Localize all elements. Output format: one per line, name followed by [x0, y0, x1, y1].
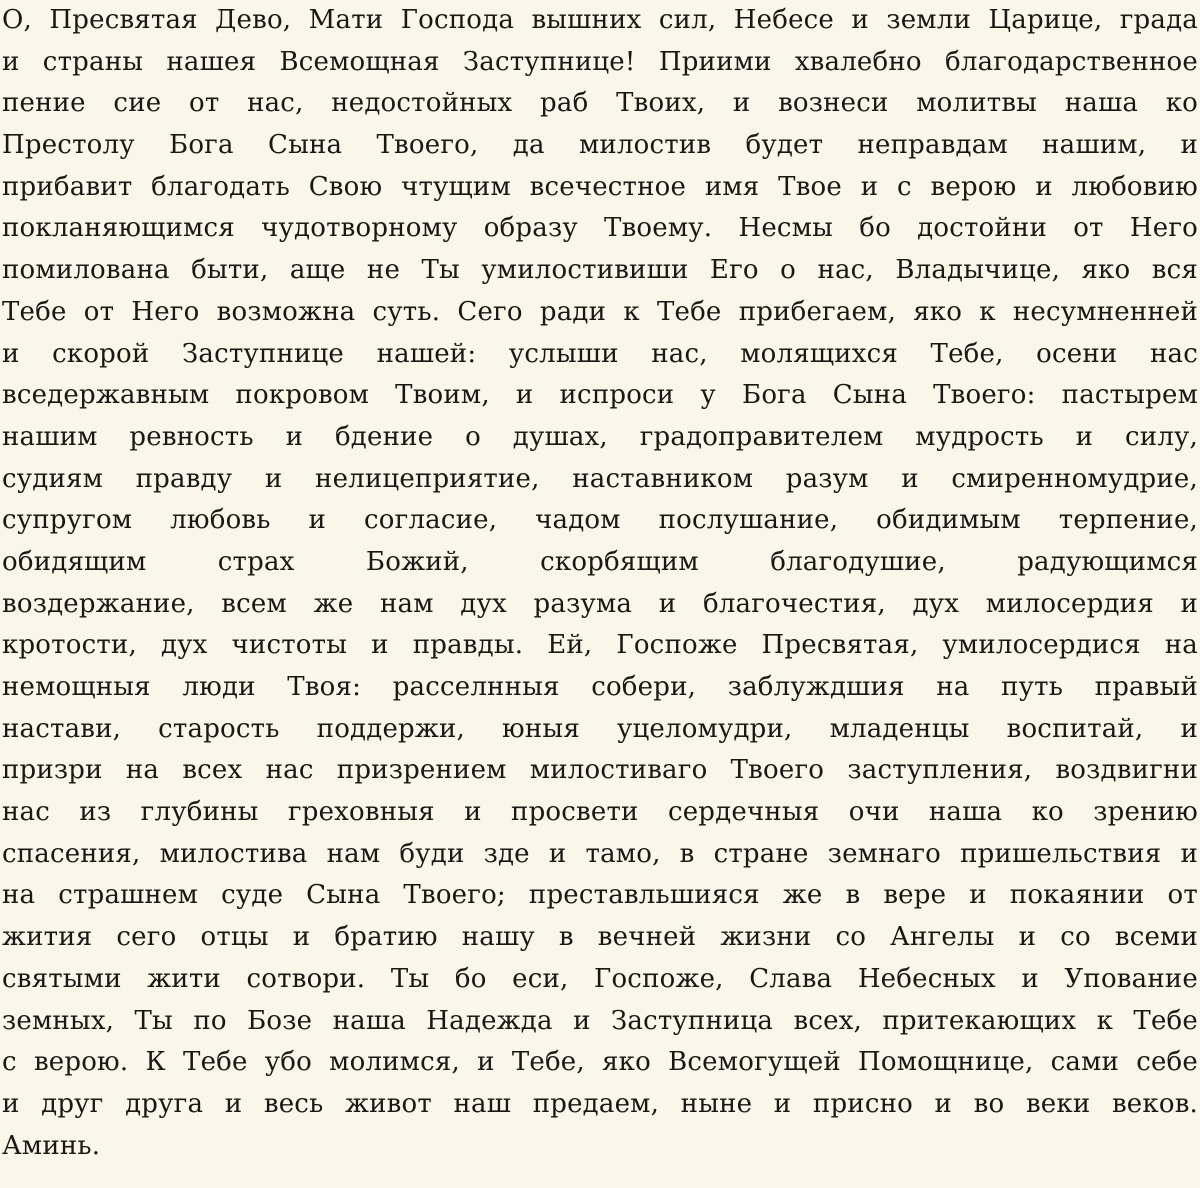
prayer-line: и друг друга и весь живот наш предаем, ныне и присно и во веки веков.	[2, 1088, 1198, 1119]
prayer-line: нас из глубины греховныя и просвети сердечныя очи наша ко зрению	[2, 797, 1198, 828]
prayer-line: Престолу Бога Сына Твоего, да милостив будет неправдам нашим, и	[2, 130, 1198, 161]
prayer-line: покланяющимся чудотворному образу Твоему. Несмы бо достойни от Него	[2, 213, 1198, 244]
prayer-line: воздержание, всем же нам дух разума и благочестия, дух милосердия и	[2, 588, 1198, 619]
prayer-line: немощныя люди Твоя: расселнныя собери, заблуждшия на путь правый	[2, 672, 1198, 702]
prayer-line: на страшнем суде Сына Твоего; преставльшияся же в вере и покаянии от	[2, 880, 1198, 911]
prayer-line: прибавит благодать Свою чтущим всечестное имя Твое и с верою и любовию	[2, 171, 1198, 202]
prayer-line: и скорой Заступнице нашей: услыши нас, молящихся Тебе, осени нас	[2, 338, 1198, 369]
prayer-line: спасения, милостива нам буди зде и тамо, в стране земнаго пришельствия и	[2, 838, 1198, 869]
prayer-line: кротости, дух чистоты и правды. Ей, Госпоже Пресвятая, умилосердися на	[2, 630, 1198, 661]
prayer-line: с верою. К Тебе убо молимся, и Тебе, яко Всемогущей Помощнице, сами себе	[2, 1047, 1198, 1078]
prayer-line: О, Пресвятая Дево, Мати Господа вышних сил, Небесе и земли Царице, града	[2, 5, 1198, 35]
prayer-line: настави, старость поддержи, юныя уцеломудри, младенцы воспитай, и	[2, 713, 1198, 744]
prayer-line: судиям правду и нелицеприятие, наставником разум и смиренномудрие,	[2, 463, 1198, 494]
prayer-line: помилована быти, аще не Ты умилостивиши Его о нас, Владычице, яко вся	[2, 255, 1198, 286]
prayer-line: земных, Ты по Бозе наша Надежда и Заступница всех, притекающих к Тебе	[2, 1005, 1198, 1036]
prayer-line: и страны нашея Всемощная Заступнице! Приими хвалебно благодарственное	[2, 46, 1198, 77]
prayer-line: пение сие от нас, недостойных раб Твоих, и вознеси молитвы наша ко	[2, 88, 1198, 119]
prayer-line: нашим ревность и бдение о душах, градоправителем мудрость и силу,	[2, 421, 1198, 452]
prayer-text	[2, 0, 1198, 1167]
prayer-line: святыми жити сотвори. Ты бо еси, Госпоже, Слава Небесных и Упование	[2, 963, 1198, 994]
prayer-line: жития сего отцы и братию нашу в вечней жизни со Ангелы и со всеми	[2, 922, 1198, 953]
prayer-line: вседержавным покровом Твоим, и испроси у Бога Сына Твоего: пастырем	[2, 380, 1198, 411]
prayer-line: супругом любовь и согласие, чадом послушание, обидимым терпение,	[2, 505, 1198, 536]
prayer-line: призри на всех нас призрением милостиваго Твоего заступления, воздвигни	[2, 755, 1198, 786]
prayer-line: обидящим страх Божий, скорбящим благодушие, радующимся	[2, 546, 1198, 577]
prayer-line: Тебе от Него возможна суть. Сего ради к Тебе прибегаем, яко к несумненней	[2, 296, 1198, 327]
prayer-line-amen: Аминь.	[2, 1130, 101, 1161]
